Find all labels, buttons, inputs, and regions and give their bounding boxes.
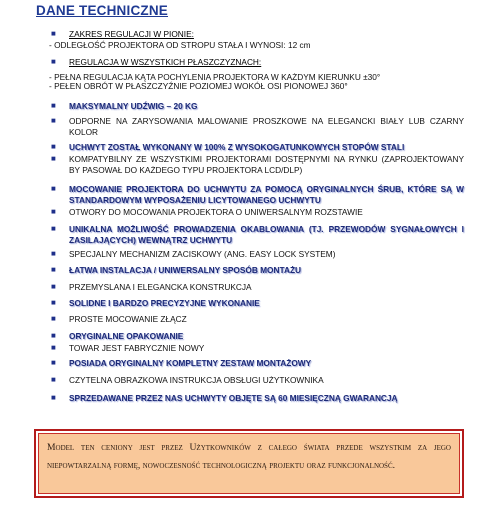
spec-row-text: ORYGINALNE OPAKOWANIE [69,331,184,341]
spec-row [52,224,464,245]
spec-row [52,116,464,137]
bullet-icon: ■ [51,207,56,216]
notice-box [34,429,464,498]
spec-row-text: - PEŁNA REGULACJA KĄTA POCHYLENIA PROJEKTORA W KAŻDYM KIERUNKU ±30° [49,72,381,82]
spec-row [52,375,464,386]
spec-row-text: ZAKRES REGULACJI W PIONIE: [69,29,194,39]
spec-row-text: POSIADA ORYGINALNY KOMPLETNY ZESTAW MONTAŻOWY [69,358,312,368]
spec-row [52,358,464,369]
spec-row-text: MAKSYMALNY UDŹWIG – 20 KG [69,101,198,111]
spec-row [52,207,464,218]
page-title: DANE TECHNICZNE [36,3,169,18]
spec-row-text: - PEŁEN OBRÓT W PŁASZCZYŹNIE POZIOMEJ WOKÓŁ OSI PIONOWEJ 360° [49,81,348,91]
spec-row [49,81,464,92]
spec-row [52,282,464,293]
spec-row [52,184,464,205]
spec-row-text: OTWORY DO MOCOWANIA PROJEKTORA O UNIWERSALNYM ROZSTAWIE [69,207,363,217]
spec-row-text: UNIKALNA MOŻLIWOŚĆ PROWADZENIA OKABLOWANIA (TJ. PRZEWODÓW SYGNAŁOWYCH I ZASILAJĄCYCH) WEWNĄTRZ UCHWYTU [69,224,464,245]
bullet-icon: ■ [51,224,56,233]
bullet-icon: ■ [51,343,56,352]
spec-row-text: ODPORNE NA ZARYSOWANIA MALOWANIE PROSZKOWE NA ELEGANCKI BIAŁY LUB CZARNY KOLOR [69,116,464,137]
spec-row [52,154,464,175]
spec-row [52,265,464,276]
bullet-icon: ■ [51,184,56,193]
bullet-icon: ■ [51,101,56,110]
bullet-icon: ■ [51,282,56,291]
spec-row [52,101,464,112]
bullet-icon: ■ [51,375,56,384]
bullet-icon: ■ [51,249,56,258]
bullet-icon: ■ [51,29,56,38]
spec-row [52,249,464,260]
spec-row [52,142,464,153]
bullet-icon: ■ [51,314,56,323]
bullet-icon: ■ [51,57,56,66]
bullet-icon: ■ [51,154,56,163]
bullet-icon: ■ [51,358,56,367]
spec-row-text: KOMPATYBILNY ZE WSZYSTKIMI PROJEKTORAMI DOSTĘPNYMI NA RYNKU (ZAPROJEKTOWANY BY PASOWAŁ DO KAŻDEGO TYPU PROJEKTORA LCD/DLP) [69,154,464,175]
spec-row-text: MOCOWANIE PROJEKTORA DO UCHWYTU ZA POMOCĄ ORYGINALNYCH ŚRUB, KTÓRE SĄ W STANDARDOWYM WYPOSAŻENIU LICYTOWANEGO UCHWYTU [69,184,464,205]
spec-row-text: TOWAR JEST FABRYCZNIE NOWY [69,343,205,353]
spec-row [52,314,464,325]
spec-row-text: CZYTELNA OBRAZKOWA INSTRUKCJA OBSŁUGI UŻYTKOWNIKA [69,375,324,385]
spec-row [52,331,464,342]
spec-row-text: REGULACJA W WSZYSTKICH PŁASZCZYZNACH: [69,57,262,67]
bullet-icon: ■ [51,265,56,274]
bullet-icon: ■ [51,331,56,340]
notice-text: Model ten ceniony jest przez Użytkowników z całego świata przede wszystkim za jego niepowtarzalną formę, nowoczesność technologiczną projektu oraz funkcjonalność. [47,442,451,471]
spec-row-text: PROSTE MOCOWANIE ZŁĄCZ [69,314,187,324]
spec-row [52,29,464,40]
spec-row [49,40,464,51]
spec-row [52,343,464,354]
spec-row-text: ŁATWA INSTALACJA / UNIWERSALNY SPOSÓB MONTAŻU [69,265,301,275]
bullet-icon: ■ [51,298,56,307]
spec-row [52,298,464,309]
spec-row-text: UCHWYT ZOSTAŁ WYKONANY W 100% Z WYSOKOGATUNKOWYCH STOPÓW STALI [69,142,405,152]
spec-row [52,393,464,404]
spec-row [52,57,464,68]
spec-row-text: PRZEMYSLANA I ELEGANCKA KONSTRUKCJA [69,282,252,292]
bullet-icon: ■ [51,142,56,151]
spec-row-text: - ODLEGŁOŚĆ PROJEKTORA OD STROPU STAŁA I WYNOSI: 12 cm [49,40,311,50]
bullet-icon: ■ [51,116,56,125]
spec-row-text: SPRZEDAWANE PRZEZ NAS UCHWYTY OBJĘTE SĄ 60 MIESIĘCZNĄ GWARANCJĄ [69,393,398,403]
spec-row-text: SPECJALNY MECHANIZM ZACISKOWY (ANG. EASY LOCK SYSTEM) [69,249,336,259]
notice-inner [38,433,460,494]
spec-row-text: SOLIDNE I BARDZO PRECYZYJNE WYKONANIE [69,298,260,308]
bullet-icon: ■ [51,393,56,402]
